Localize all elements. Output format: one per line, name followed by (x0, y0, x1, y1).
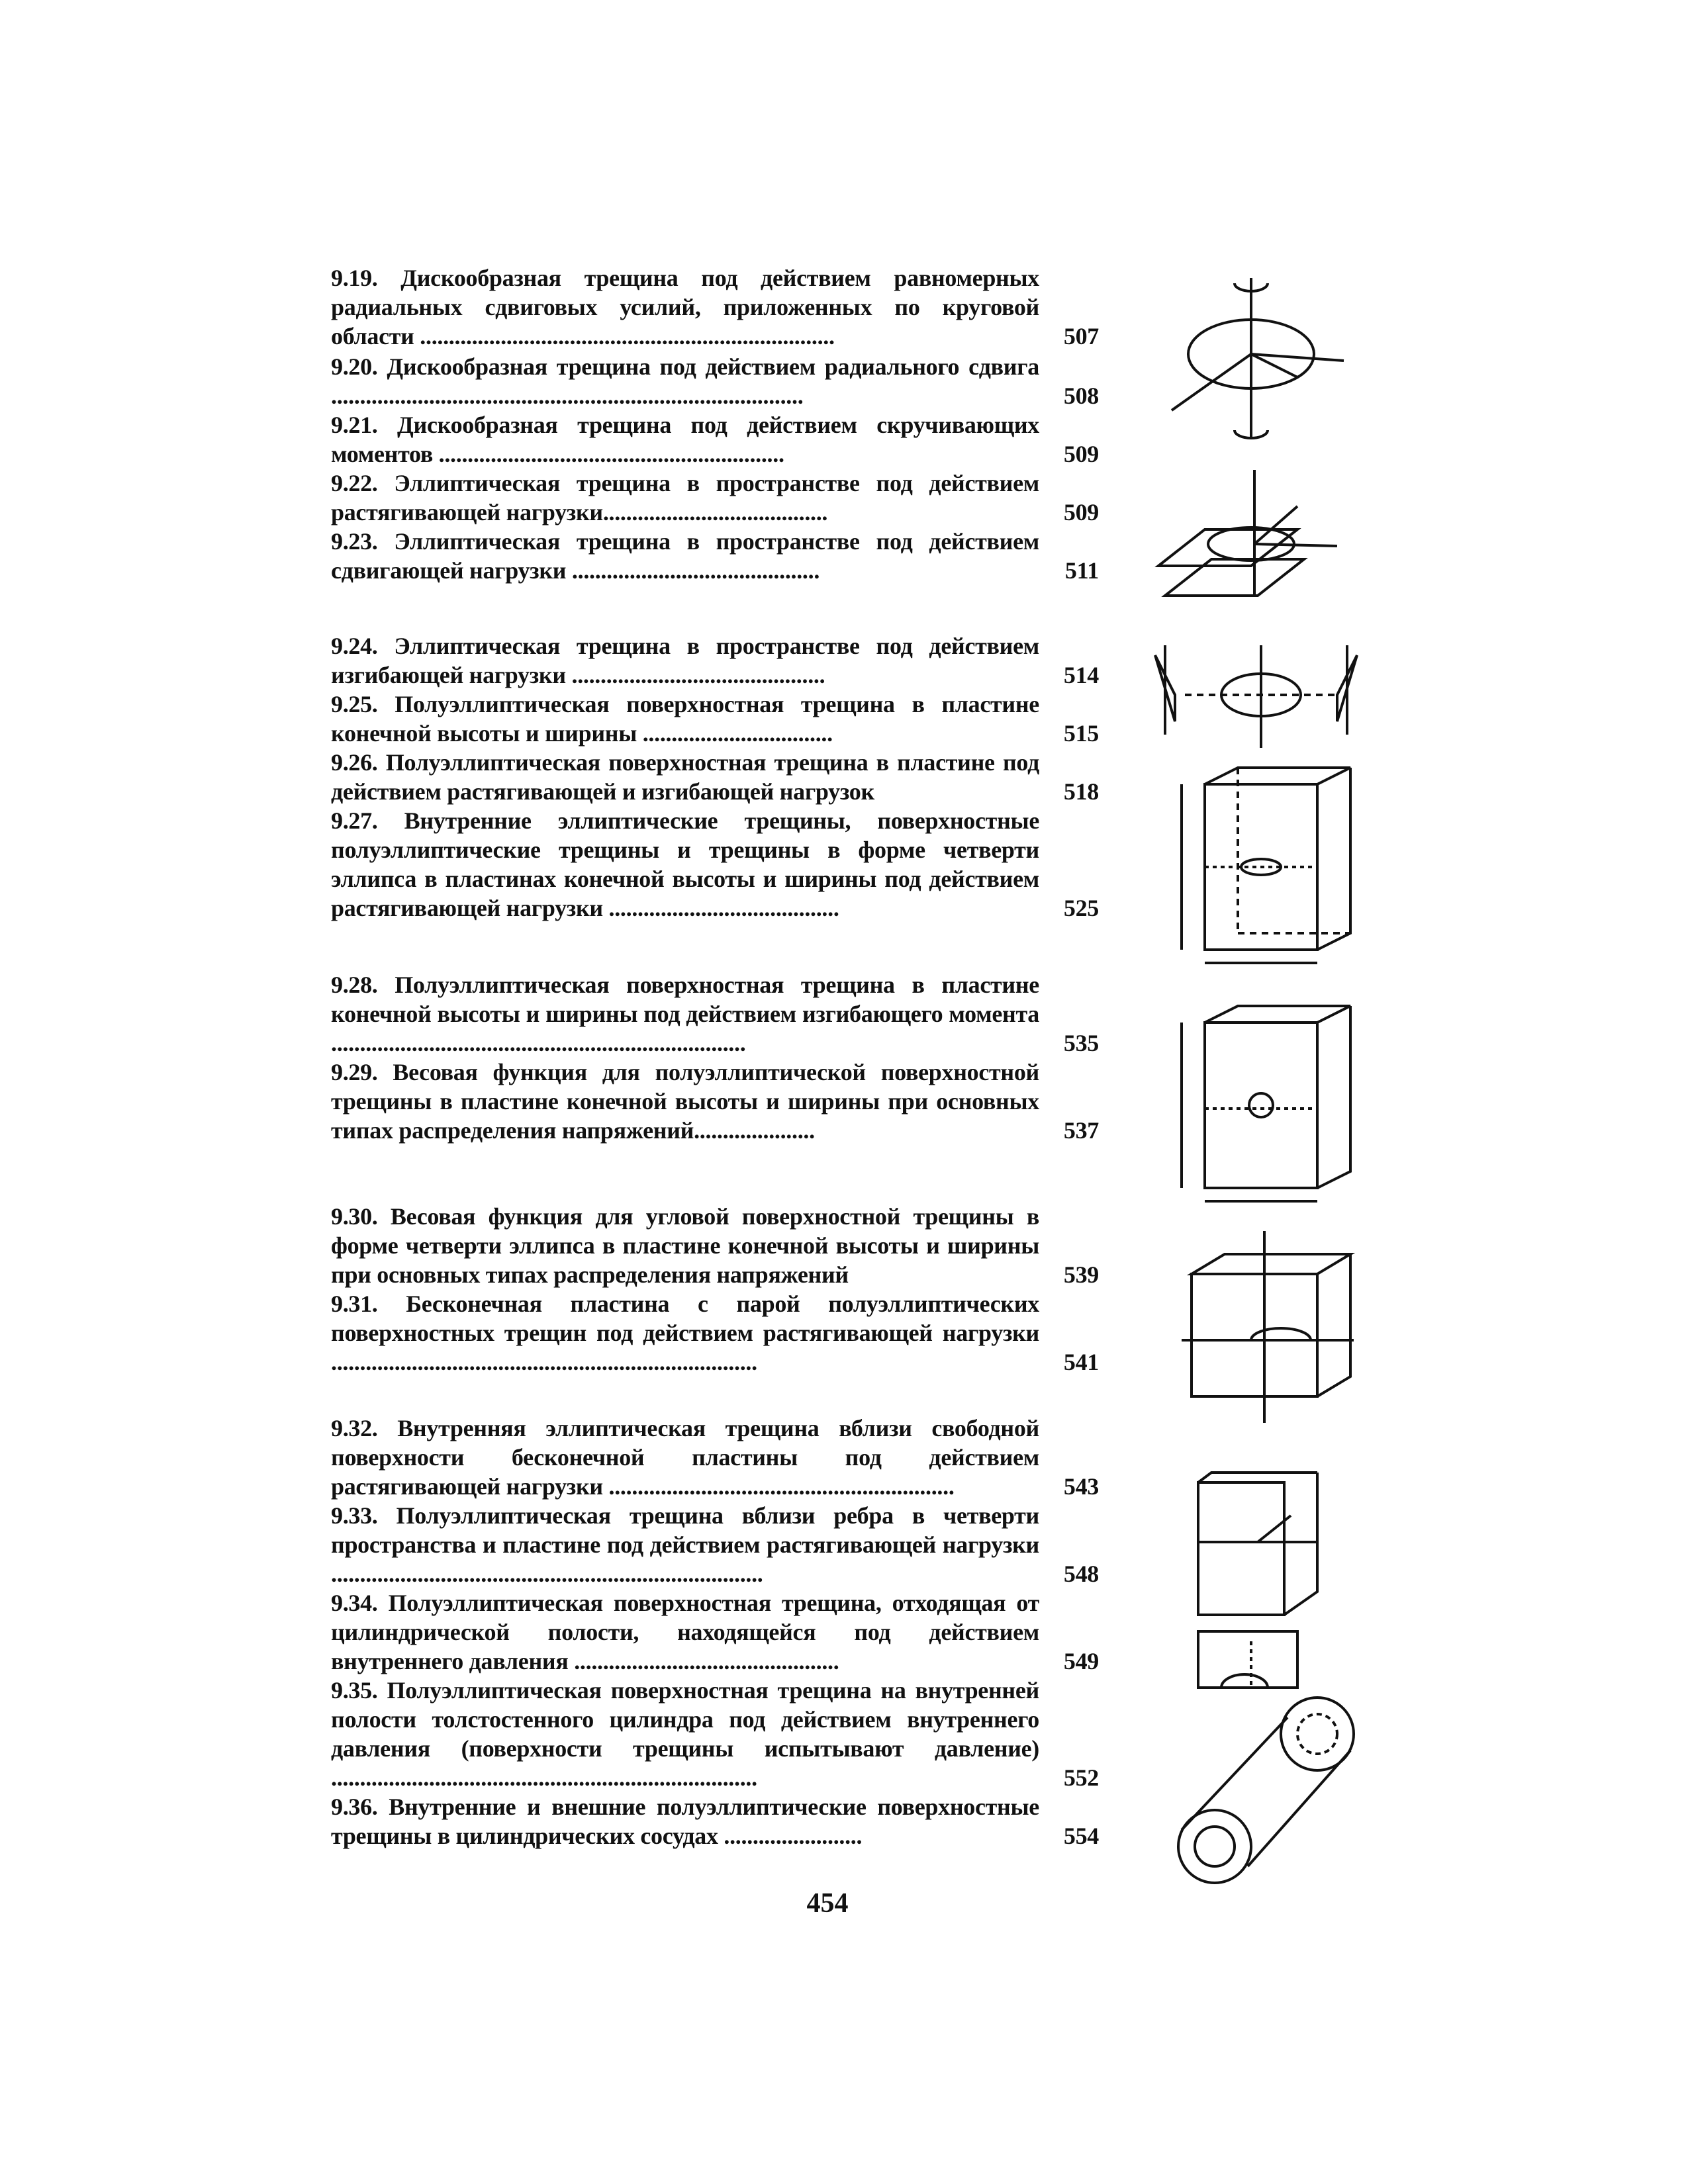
toc-entry-page: 509 (1063, 441, 1099, 467)
cylinder-figure (1178, 1698, 1354, 1883)
surface-crack-figure (1198, 1473, 1317, 1615)
toc-entry-text: 9.23. Эллиптическая трещина в пространстве под действием сдвигающей нагрузки ........................................... (331, 528, 1039, 584)
page-number: 454 (806, 1888, 849, 1919)
toc-entry-page: 507 (1063, 323, 1099, 349)
toc-entry-page: 525 (1063, 895, 1099, 921)
bending-crack-figure (1155, 645, 1357, 748)
toc-entry-text: 9.35. Полуэллиптическая поверхностная трещина на внутренней полости толстостенного цилиндра под действием внутреннего давления (поверхности трещины испытывают давление) .......................................................................... (331, 1677, 1039, 1791)
toc-entry-page: 511 (1064, 557, 1099, 584)
toc-entry-page: 535 (1063, 1030, 1099, 1056)
cylindrical-cavity-figure (1198, 1631, 1297, 1688)
toc-entry-text: 9.29. Весовая функция для полуэллиптической поверхностной трещины в пластине конечной высоты и ширины при основных типах распределения напряжений..................... (331, 1059, 1039, 1144)
toc-entry-page: 537 (1063, 1117, 1099, 1144)
toc-entry-page: 518 (1063, 778, 1099, 805)
elliptical-crack-plane-figure (1158, 470, 1337, 596)
plate-crack-figure (1182, 768, 1350, 963)
toc-entry-text: 9.30. Весовая функция для угловой поверхностной трещины в форме четверти эллипса в пластине конечной высоты и ширины при основных типах распределения напряжений (331, 1203, 1039, 1288)
toc-entry-text: 9.24. Эллиптическая трещина в пространстве под действием изгибающей нагрузки ............................................ (331, 633, 1039, 688)
toc-entry-page: 539 (1063, 1261, 1099, 1288)
toc-entry-page: 514 (1063, 662, 1099, 688)
toc-entry-text: 9.36. Внутренние и внешние полуэллиптические поверхностные трещины в цилиндрических сосудах ........................ (331, 1794, 1039, 1849)
disk-crack-figure (1172, 278, 1344, 438)
toc-entry-text: 9.31. Бесконечная пластина с парой полуэллиптических поверхностных трещин под действием растягивающей нагрузки .......................................................................... (331, 1291, 1039, 1375)
toc-entry-page: 515 (1063, 720, 1099, 747)
toc-entry-text: 9.33. Полуэллиптическая трещина вблизи ребра в четверти пространства и пластине под действием растягивающей нагрузки ........................................................................... (331, 1502, 1039, 1587)
toc-entry-text: 9.26. Полуэллиптическая поверхностная трещина в пластине под действием растягивающей и изгибающей нагрузок (331, 749, 1039, 805)
toc-entry-text: 9.19. Дискообразная трещина под действием равномерных радиальных сдвиговых усилий, приложенных по круговой области ........................................................................ (331, 265, 1039, 349)
toc-entry-page: 549 (1063, 1648, 1099, 1674)
toc-entry-page: 509 (1063, 499, 1099, 525)
toc-entry-text: 9.25. Полуэллиптическая поверхностная трещина в пластине конечной высоты и ширины ................................. (331, 691, 1039, 747)
toc-entry-text: 9.28. Полуэллиптическая поверхностная трещина в пластине конечной высоты и ширины под действием изгибающего момента ........................................................................ (331, 972, 1039, 1056)
toc-entry-page: 543 (1063, 1473, 1099, 1500)
toc-entry-page: 508 (1063, 383, 1099, 409)
corner-crack-figure (1182, 1231, 1354, 1423)
toc-entry-text: 9.20. Дискообразная трещина под действием радиального сдвига .................................................................................. (331, 353, 1039, 409)
toc-entry-text: 9.34. Полуэллиптическая поверхностная трещина, отходящая от цилиндрической полости, находящейся под действием внутреннего давления .............................................. (331, 1590, 1039, 1674)
toc-entry-page: 548 (1063, 1561, 1099, 1587)
toc-entry-page: 554 (1063, 1823, 1099, 1849)
toc-entry-page: 541 (1063, 1349, 1099, 1375)
toc-entry-page: 552 (1063, 1764, 1099, 1791)
toc-entry-text: 9.21. Дискообразная трещина под действием скручивающих моментов ............................................................ (331, 412, 1039, 467)
toc-entry-text: 9.32. Внутренняя эллиптическая трещина вблизи свободной поверхности бесконечной пластины под действием растягивающей нагрузки ............................................................ (331, 1415, 1039, 1500)
toc-entry-text: 9.22. Эллиптическая трещина в пространстве под действием растягивающей нагрузки....................................... (331, 470, 1039, 525)
plate-bending-figure (1182, 1006, 1350, 1201)
toc-entry-text: 9.27. Внутренние эллиптические трещины, поверхностные полуэллиптические трещины и трещины в форме четверти эллипса в пластинах конечной высоты и ширины под действием растягивающей нагрузки ........................................ (331, 807, 1039, 921)
